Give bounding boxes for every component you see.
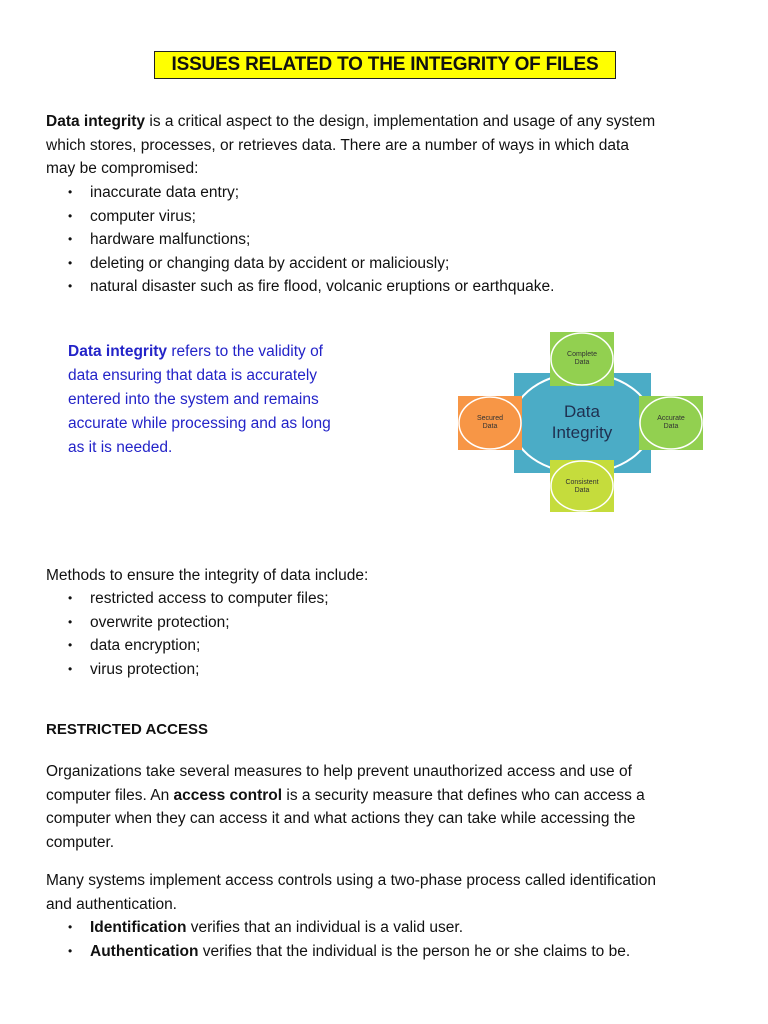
identification-text: verifies that an individual is a valid user.	[186, 919, 464, 936]
diagram-right-label-1: Accurate	[657, 415, 685, 422]
two-phase-paragraph	[46, 869, 656, 916]
list-item	[46, 940, 630, 964]
list-item: • data encryption;	[46, 634, 329, 658]
authentication-term: Authentication	[90, 942, 199, 960]
methods-intro: Methods to ensure the integrity of data include:	[46, 567, 369, 584]
two-phase-line1: Many systems implement access controls using a two-phase process called identification	[46, 872, 656, 889]
list-item: • virus protection;	[46, 658, 329, 682]
intro-line2: which stores, processes, or retrieves data. There are a number of ways in which data	[46, 136, 629, 154]
data-integrity-diagram	[456, 330, 706, 514]
definition-line1: refers to the validity of	[167, 343, 323, 360]
list-item: • natural disaster such as fire flood, volcanic eruptions or earthquake.	[46, 275, 554, 299]
definition-line2: data ensuring that data is accurately	[68, 367, 318, 384]
access-control-term: access control	[173, 786, 283, 804]
restricted-access-paragraph	[46, 760, 645, 854]
identification-term: Identification	[90, 919, 187, 936]
restricted-line4: computer.	[46, 833, 115, 851]
definition-line5: as it is needed.	[68, 439, 173, 456]
page-title: ISSUES RELATED TO THE INTEGRITY OF FILES	[154, 51, 616, 79]
methods-list	[46, 587, 329, 681]
restricted-line1: Organizations take several measures to help prevent unauthorized access and use of	[46, 763, 632, 780]
diagram-top-label-1: Complete	[567, 351, 597, 358]
list-item: • inaccurate data entry;	[46, 181, 554, 205]
diagram-left-label-2: Data	[482, 423, 498, 430]
authentication-text: verifies that the individual is the person he or she claims to be.	[198, 942, 631, 960]
definition-bold-term: Data integrity	[68, 343, 168, 360]
restricted-line3: computer when they can access it and what actions they can take while accessing the	[46, 810, 636, 827]
list-item: • hardware malfunctions;	[46, 228, 554, 252]
intro-line3: may be compromised:	[46, 160, 199, 177]
intro-line1: is a critical aspect to the design, implementation and usage of any system	[145, 113, 656, 130]
list-item: • deleting or changing data by accident or maliciously;	[46, 252, 554, 276]
list-item: • computer virus;	[46, 205, 554, 229]
restricted-access-heading: RESTRICTED ACCESS	[46, 721, 208, 738]
definition-line3: entered into the system and remains	[68, 391, 319, 408]
diagram-center-label-2: Integrity	[551, 423, 613, 442]
intro-paragraph	[46, 110, 655, 181]
restricted-line2b: is a security measure that defines who can access a	[282, 786, 645, 804]
two-phase-line2: and authentication.	[46, 895, 177, 913]
diagram-left-label-1: Secured	[476, 415, 504, 422]
compromise-list	[46, 181, 554, 299]
diagram-center-label-1: Data	[564, 402, 600, 421]
definition-line4: accurate while processing and as long	[68, 415, 331, 432]
restricted-line2a: computer files. An	[46, 786, 174, 804]
diagram-top-label-2: Data	[574, 359, 590, 366]
list-item: • overwrite protection;	[46, 611, 329, 635]
definition-paragraph	[68, 340, 368, 460]
intro-bold-term: Data integrity	[46, 113, 146, 130]
list-item	[46, 916, 630, 940]
diagram-right-label-2: Data	[663, 423, 679, 430]
diagram-bottom-label-2: Data	[574, 487, 590, 494]
list-item: • restricted access to computer files;	[46, 587, 329, 611]
id-auth-list	[46, 916, 630, 963]
diagram-bottom-label-1: Consistent	[565, 479, 599, 486]
